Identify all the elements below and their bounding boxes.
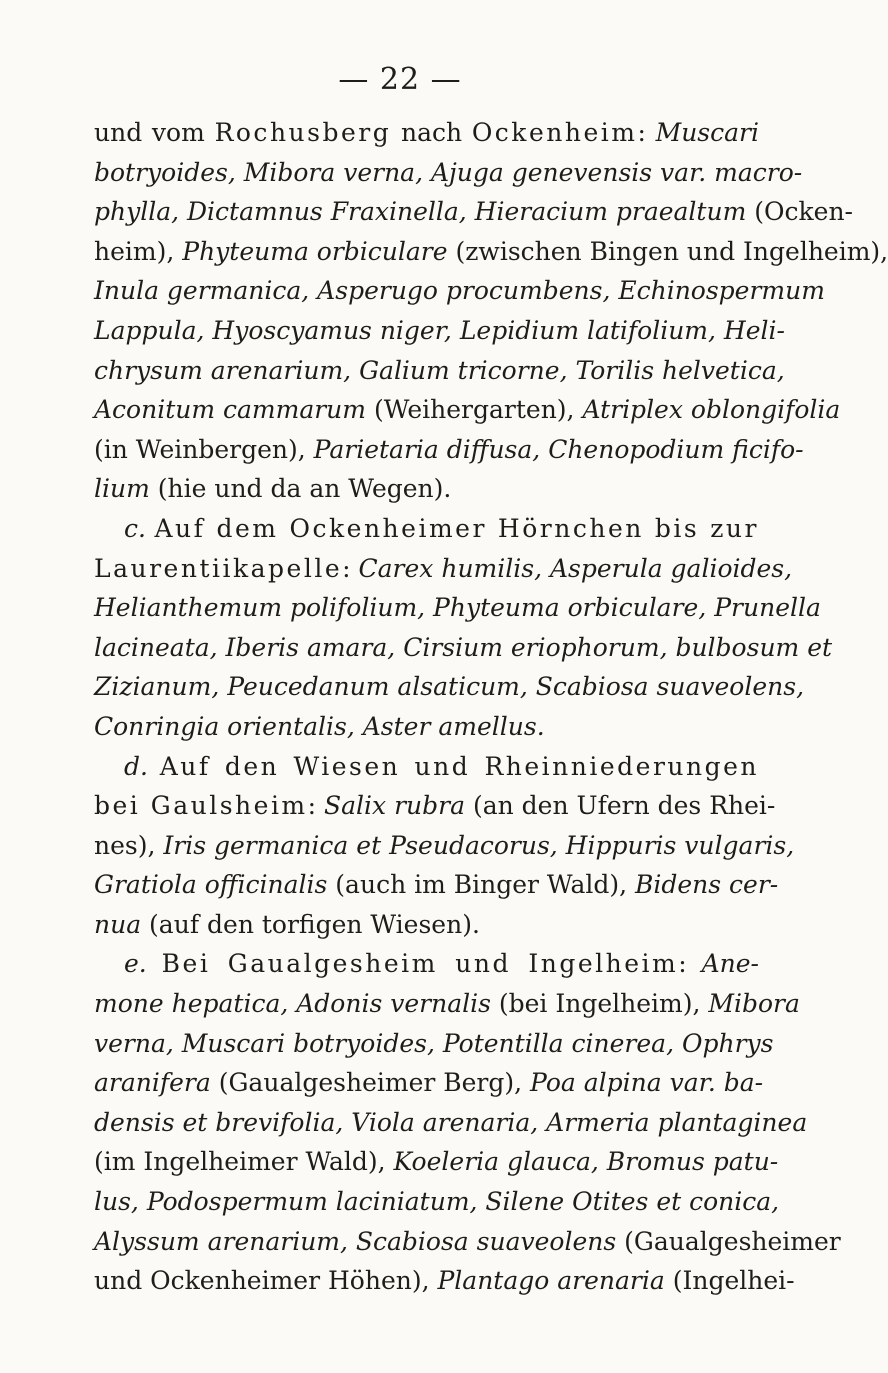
text-line xyxy=(94,1024,774,1064)
text-line xyxy=(94,1182,780,1222)
text-line xyxy=(94,747,759,787)
species-name: lium xyxy=(94,474,150,504)
species-name: Alyssum arenarium, Scabiosa suaveolens xyxy=(94,1226,617,1256)
species-name: Plantago arenaria xyxy=(437,1266,665,1296)
text-line xyxy=(94,311,785,351)
text-line xyxy=(94,1142,779,1182)
text-run: : xyxy=(342,553,359,583)
species-name: phylla, Dictamnus Fraxinella, Hieracium praealtum xyxy=(94,197,747,227)
species-name: Conringia orientalis, Aster amellus. xyxy=(94,711,545,741)
text-run: (bei Ingelheim), xyxy=(490,989,709,1019)
text-line xyxy=(94,351,785,391)
text-run: : xyxy=(637,118,656,147)
species-name: Inula germanica, Asperugo procumbens, Echinospermum xyxy=(94,276,825,306)
text-line xyxy=(94,944,759,984)
text-line xyxy=(94,192,853,232)
text-line xyxy=(94,469,759,509)
text-run: (im Ingelheimer Wald), xyxy=(94,1147,394,1177)
locality-name: Auf den Wiesen und Rheinniederungen xyxy=(159,751,759,781)
species-name: Gratiola officinalis xyxy=(94,870,328,900)
text-line xyxy=(94,271,825,311)
text-line xyxy=(94,826,795,866)
locality-name: Auf dem Ockenheimer Hörnchen bis zur xyxy=(154,513,759,543)
species-name: c. xyxy=(124,513,146,543)
text-line xyxy=(94,1261,795,1301)
species-name: chrysum arenarium, Galium tricorne, Torilis helvetica, xyxy=(94,355,785,385)
page-number: — 22 — xyxy=(338,62,462,97)
text-run: : xyxy=(307,791,325,821)
locality-name: Laurentiikapelle xyxy=(94,553,343,583)
species-name: Phyteuma orbiculare xyxy=(182,236,448,266)
species-name: Koeleria glauca, Bromus patu- xyxy=(393,1147,779,1177)
text-line xyxy=(94,865,779,905)
text-line xyxy=(94,786,776,826)
locality-name: Ockenheim xyxy=(471,118,638,147)
species-name: lacineata, Iberis amara, Cirsium eriophorum, bulbosum et xyxy=(94,632,833,662)
text-run: nes), xyxy=(94,830,164,860)
text-run: (Gaualgesheimer xyxy=(616,1226,841,1256)
species-name: aranifera xyxy=(94,1068,211,1098)
text-line xyxy=(94,430,804,470)
text-line xyxy=(94,1103,808,1143)
text-line xyxy=(94,905,759,945)
text-line xyxy=(94,232,888,272)
text-run: (zwischen Bingen und Ingelheim), xyxy=(447,236,888,266)
text-line xyxy=(94,113,759,153)
text-run: und vom xyxy=(94,118,215,147)
text-run: (an den Ufern des Rhei- xyxy=(465,791,776,821)
species-name: Ane- xyxy=(701,949,759,979)
text-run xyxy=(147,949,162,978)
text-run xyxy=(148,752,160,781)
text-line xyxy=(94,588,821,628)
text-line xyxy=(94,153,803,193)
species-name: verna, Muscari botryoides, Potentilla cinerea, Ophrys xyxy=(94,1028,774,1058)
species-name: d. xyxy=(124,751,148,781)
species-name: Lappula, Hyoscyamus niger, Lepidium latifolium, Heli- xyxy=(94,315,785,345)
locality-name: Bei Gaualgesheim und Ingelheim xyxy=(161,949,679,979)
species-name: Bidens cer- xyxy=(635,870,779,900)
species-name: Poa alpina var. ba- xyxy=(530,1068,764,1098)
text-line xyxy=(94,549,793,589)
text-run: (Ocken- xyxy=(746,197,853,227)
text-run: (auch im Binger Wald), xyxy=(327,870,636,900)
text-line xyxy=(94,1222,841,1262)
species-name: Parietaria diffusa, Chenopodium ficifo- xyxy=(313,434,804,464)
text-run: (Weihergarten), xyxy=(366,395,583,425)
species-name: e. xyxy=(124,949,147,979)
text-line xyxy=(94,707,759,747)
species-name: Muscari xyxy=(655,118,759,147)
text-run xyxy=(146,514,155,543)
text-run: (hie und da an Wegen). xyxy=(149,474,452,504)
text-line xyxy=(94,509,759,549)
species-name: lus, Podospermum laciniatum, Silene Otites et conica, xyxy=(94,1187,780,1217)
text-run: und Ockenheimer Höhen), xyxy=(94,1266,438,1296)
species-name: Carex humilis, Asperula galioides, xyxy=(358,553,793,583)
species-name: Atriplex oblongifolia xyxy=(582,395,841,425)
text-run: (auf den torfigen Wiesen). xyxy=(141,909,480,939)
species-name: Iris germanica et Pseudacorus, Hippuris vulgaris, xyxy=(163,830,795,860)
species-name: Helianthemum polifolium, Phyteuma orbiculare, Prunella xyxy=(94,593,821,623)
species-name: botryoides, Mibora verna, Ajuga genevensis var. macro- xyxy=(94,157,803,187)
species-name: Mibora xyxy=(708,989,800,1019)
text-line xyxy=(94,667,805,707)
text-run: : xyxy=(678,949,702,979)
species-name: Salix rubra xyxy=(324,791,465,821)
species-name: nua xyxy=(94,909,142,939)
text-run: (Ingelhei- xyxy=(664,1266,795,1296)
text-run: heim), xyxy=(94,236,183,266)
text-line xyxy=(94,1063,764,1103)
text-line xyxy=(94,984,800,1024)
species-name: densis et brevifolia, Viola arenaria, Armeria plantaginea xyxy=(94,1107,808,1137)
species-name: mone hepatica, Adonis vernalis xyxy=(94,989,491,1019)
text-run: (Gaualgesheimer Berg), xyxy=(210,1068,531,1098)
species-name: Aconitum cammarum xyxy=(94,395,366,425)
species-name: Zizianum, Peucedanum alsaticum, Scabiosa suaveolens, xyxy=(94,672,805,702)
body-text xyxy=(94,113,888,1301)
locality-name: bei Gaulsheim xyxy=(94,791,308,821)
locality-name: Rochusberg xyxy=(214,118,392,147)
text-line xyxy=(94,390,841,430)
text-line xyxy=(94,628,833,668)
text-run: nach xyxy=(391,118,472,147)
text-run: (in Weinbergen), xyxy=(94,434,314,464)
